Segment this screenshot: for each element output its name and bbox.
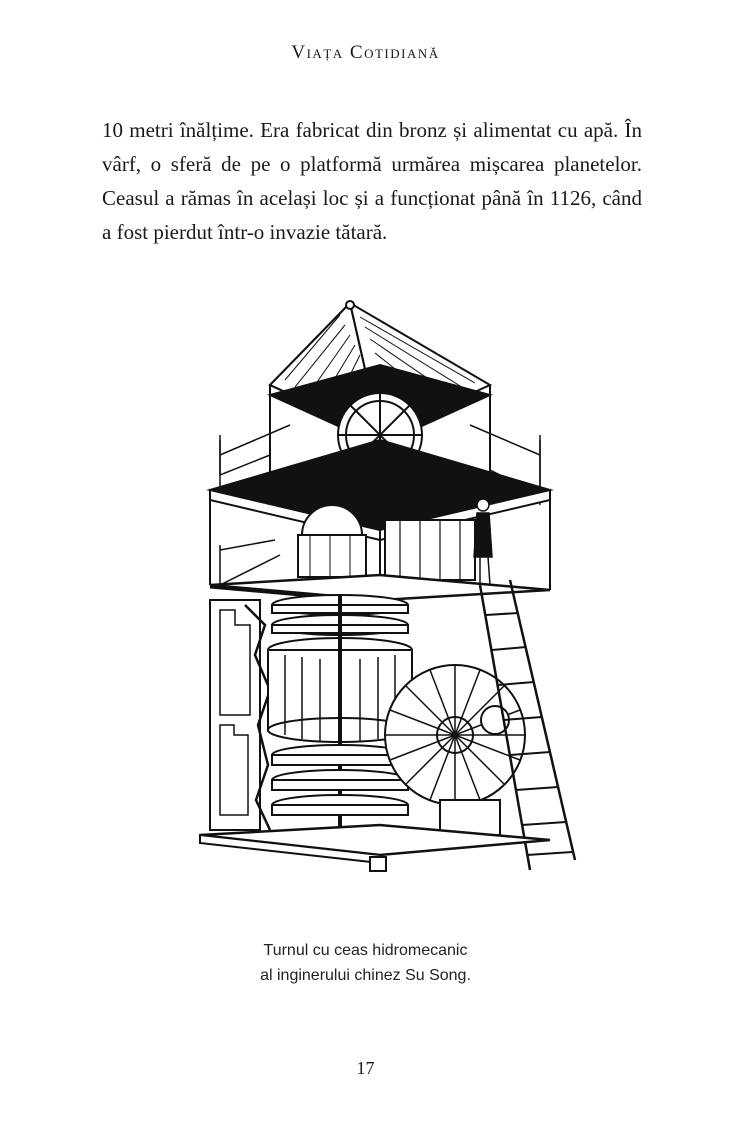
page-number: 17 bbox=[356, 1058, 375, 1078]
clock-tower-illustration bbox=[190, 295, 590, 885]
running-title: Viața Cotidiană bbox=[291, 42, 440, 63]
celestial-globe bbox=[298, 505, 366, 577]
caption-line: al inginerului chinez Su Song. bbox=[260, 967, 471, 984]
body-paragraph: 10 metri înălțime. Era fabricat din bronz și alimentat cu apă. În vârf, o sferă de pe o platformă urmărea mișcarea planetelor. Ceasul a rămas în același loc și a funcționat până în 1126, când a fost pierdut într-o invazie tătară. bbox=[102, 118, 642, 244]
caption-line: Turnul cu ceas hidromecanic bbox=[263, 942, 468, 959]
water-wheel bbox=[385, 665, 525, 805]
figure-caption bbox=[0, 938, 731, 988]
